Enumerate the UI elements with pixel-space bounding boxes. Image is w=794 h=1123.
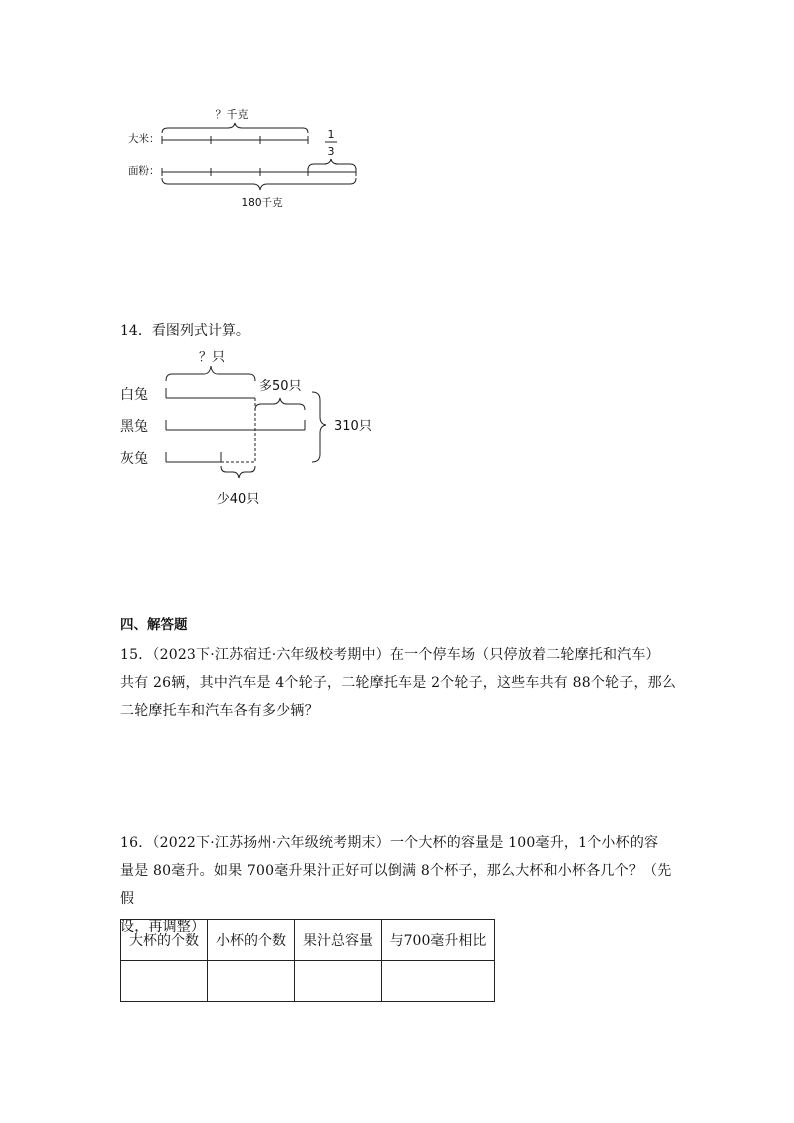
total-brace [312, 392, 326, 462]
black-rabbit-label: 黑兔 [120, 419, 148, 435]
rabbit-diagram [0, 0, 794, 560]
more-label: 多50只 [259, 379, 302, 394]
q15-line-3: 二轮摩托车和汽车各有多少辆？ [120, 703, 319, 719]
rice-unknown-label: ？千克 [215, 108, 249, 121]
flour-label: 面粉： [128, 165, 160, 177]
table-cell[interactable] [121, 961, 208, 1002]
q15-line-1: 15．（2023下·江苏宿迁·六年级校考期中）在一个停车场（只停放着二轮摩托和汽车） [120, 647, 660, 663]
white-unknown-brace [166, 366, 255, 381]
q15-text [120, 641, 680, 725]
header-small-cup-count: 小杯的个数 [208, 920, 295, 961]
less-label: 少40只 [216, 492, 260, 507]
q16-line-3: 设，再调整） [120, 919, 206, 935]
grey-rabbit-label: 灰兔 [120, 451, 148, 467]
q15-line-2: 共有 26辆，其中汽车是 4个轮子，二轮摩托车是 2个轮子，这些车共有 88个轮子，那么 [120, 675, 677, 691]
answer-table [120, 919, 495, 1002]
table-row [121, 961, 495, 1002]
flour-total-label: 180千克 [241, 197, 283, 209]
table-header-row [121, 920, 495, 961]
more-brace [255, 398, 305, 410]
fraction-denominator: 3 [327, 145, 335, 158]
table-cell[interactable] [382, 961, 495, 1002]
q16-line-1: 16．（2022下·江苏扬州·六年级统考期末）一个大杯的容量是 100毫升，1个小杯的容 [120, 835, 659, 851]
rice-label: 大米： [128, 133, 160, 145]
table-cell[interactable] [208, 961, 295, 1002]
fraction-numerator: 1 [327, 128, 335, 141]
header-compare-700: 与700毫升相比 [382, 920, 495, 961]
white-rabbit-label: 白兔 [120, 387, 148, 403]
less-brace [221, 466, 255, 478]
header-total-volume: 果汁总容量 [295, 920, 382, 961]
q14-title: 14．看图列式计算。 [120, 323, 250, 339]
header-large-cup-count: 大杯的个数 [121, 920, 208, 961]
q16-line-2: 量是 80毫升。如果 700毫升果汁正好可以倒满 8个杯子，那么大杯和小杯各几个？（先假 [120, 863, 672, 907]
table-cell[interactable] [295, 961, 382, 1002]
total-label: 310只 [334, 419, 372, 434]
section-title: 四、解答题 [120, 617, 188, 633]
white-unknown-label: ？只 [198, 350, 226, 365]
